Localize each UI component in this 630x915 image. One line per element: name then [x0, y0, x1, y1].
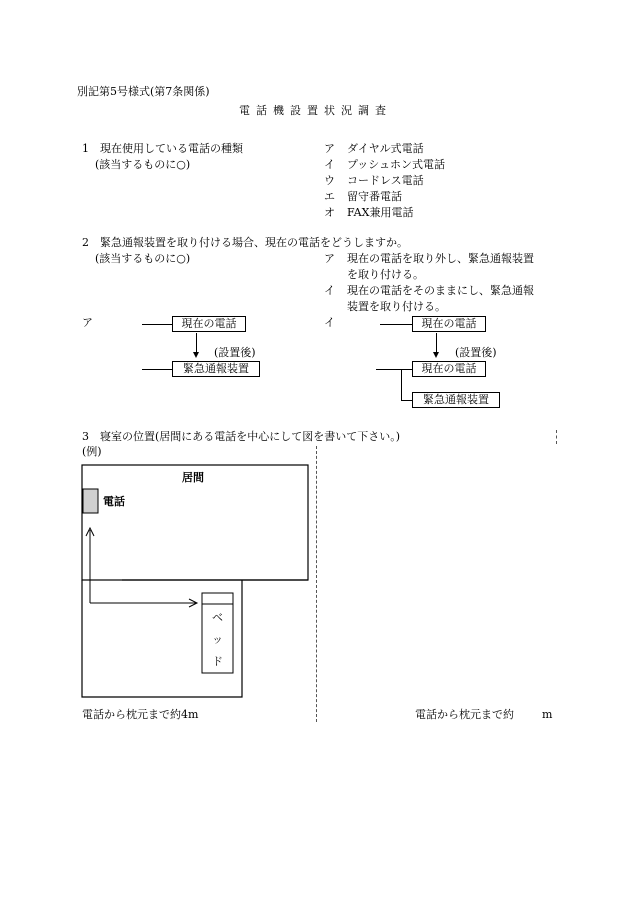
q1-question: 1 現在使用している電話の種類 — [82, 142, 243, 155]
bed-char: ド — [212, 655, 223, 668]
current-phone-box: 現在の電話 — [412, 361, 486, 377]
q2-option-continuation: を取り付ける。 — [347, 268, 424, 281]
option-text: FAX兼用電話 — [347, 206, 414, 219]
option-text: 留守番電話 — [347, 190, 402, 203]
current-phone-box: 現在の電話 — [172, 316, 246, 332]
q2-option-continuation: 装置を取り付ける。 — [347, 300, 446, 313]
phone-icon — [83, 489, 98, 513]
q2-note: (該当するものに○) — [95, 252, 191, 265]
distance-prefix: 電話から枕元まで約 — [415, 708, 514, 721]
option-key: イ — [324, 284, 335, 297]
option-key: オ — [324, 206, 335, 219]
option-text: プッシュホン式電話 — [347, 158, 446, 171]
option-text: コードレス電話 — [347, 174, 424, 187]
bed-char: ベ — [212, 611, 223, 624]
option-key: ア — [324, 252, 335, 265]
diagram-b-key: イ — [324, 316, 335, 329]
option-key: イ — [324, 158, 335, 171]
emergency-device-box: 緊急通報装置 — [172, 361, 260, 377]
room-label: 居間 — [182, 471, 204, 484]
diagram-a-key: ア — [82, 316, 93, 329]
q2-question: 2 緊急通報装置を取り付ける場合、現在の電話をどうしますか。 — [82, 236, 408, 249]
distance-field[interactable] — [415, 708, 552, 722]
option-text: 現在の電話をそのままにし、緊急通報 — [347, 284, 534, 297]
page-title: 電話機設置状況調査 — [239, 104, 392, 117]
phone-label: 電話 — [103, 495, 125, 508]
after-label: (設置後) — [214, 346, 256, 359]
option-key: エ — [324, 190, 335, 203]
emergency-device-box: 緊急通報装置 — [412, 392, 500, 408]
bed-char: ッ — [212, 633, 223, 646]
option-key: ウ — [324, 174, 335, 187]
option-text: 現在の電話を取り外し、緊急通報装置 — [347, 252, 534, 265]
form-label: 別記第5号様式(第7条関係) — [77, 85, 210, 98]
option-text: ダイヤル式電話 — [347, 142, 424, 155]
example-label: (例) — [82, 445, 102, 458]
current-phone-box: 現在の電話 — [412, 316, 486, 332]
option-key: ア — [324, 142, 335, 155]
q1-note: (該当するものに○) — [95, 158, 191, 171]
q3-question: 3 寝室の位置(居間にある電話を中心にして図を書いて下さい。) — [82, 430, 401, 443]
distance-unit: m — [542, 708, 553, 721]
after-label: (設置後) — [455, 346, 497, 359]
distance-example: 電話から枕元まで約4m — [82, 708, 199, 721]
